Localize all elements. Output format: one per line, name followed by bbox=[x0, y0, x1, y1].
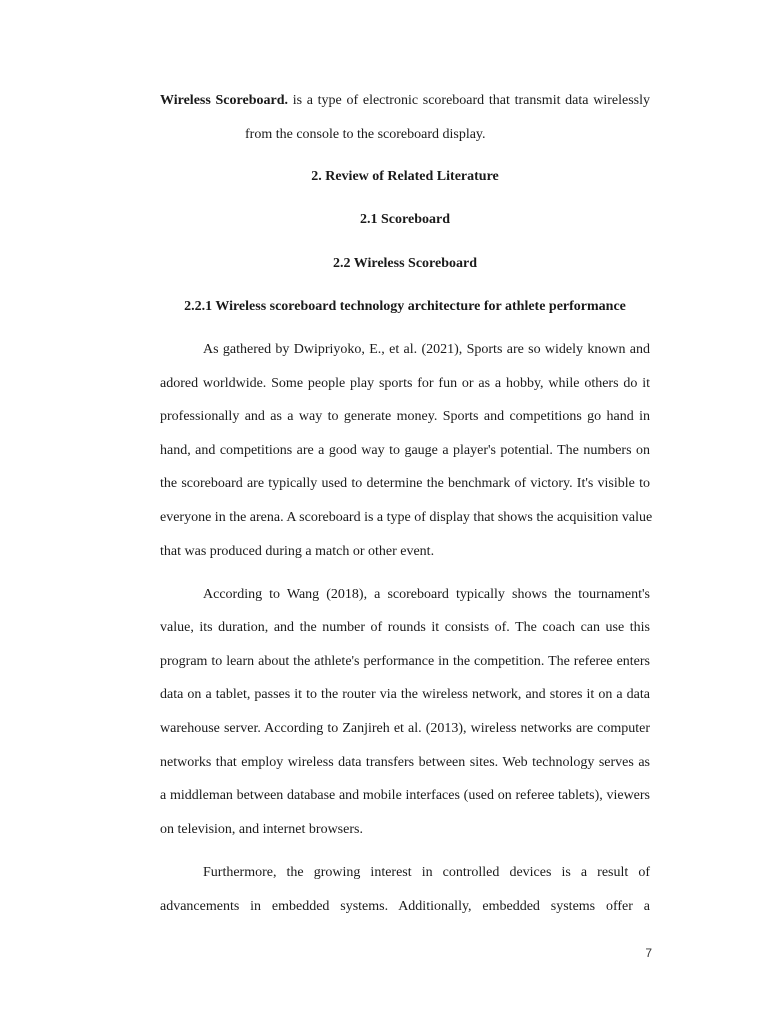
paragraph-line: value, its duration, and the number of rounds it consists of. The coach can use this bbox=[160, 620, 650, 636]
paragraph-line: Furthermore, the growing interest in controlled devices is a result of bbox=[203, 865, 650, 881]
paragraph-wang bbox=[160, 578, 650, 847]
definition-continuation: from the console to the scoreboard display. bbox=[245, 126, 486, 142]
paragraph-line: that was produced during a match or other event. bbox=[160, 543, 435, 559]
paragraph-line: on television, and internet browsers. bbox=[160, 821, 363, 837]
subsection-heading-scoreboard: 2.1 Scoreboard bbox=[360, 212, 450, 228]
subsubsection-heading-architecture: 2.2.1 Wireless scoreboard technology architecture for athlete performance bbox=[184, 298, 626, 314]
paragraph-line: advancements in embedded systems. Additionally, embedded systems offer a bbox=[160, 898, 650, 914]
paragraph-line: networks that employ wireless data transfers between sites. Web technology serves as bbox=[160, 754, 650, 770]
paragraph-line: warehouse server. According to Zanjireh et al. (2013), wireless networks are computer bbox=[160, 721, 650, 737]
paragraph-line: program to learn about the athlete's performance in the competition. The referee enters bbox=[160, 653, 650, 669]
section-heading-review: 2. Review of Related Literature bbox=[311, 169, 499, 185]
paragraph-line: everyone in the arena. A scoreboard is a type of display that shows the acquisition value bbox=[160, 509, 653, 525]
paragraph-line: a middleman between database and mobile interfaces (used on referee tablets), viewers bbox=[160, 788, 650, 804]
paragraph-line: As gathered by Dwipriyoko, E., et al. (2021), Sports are so widely known and bbox=[203, 341, 650, 357]
definition-text: is a type of electronic scoreboard that transmit data wirelessly bbox=[287, 93, 650, 108]
paragraph-dwipriyoko bbox=[160, 333, 653, 568]
subsection-heading-wireless-scoreboard: 2.2 Wireless Scoreboard bbox=[332, 255, 478, 271]
definition-line bbox=[160, 84, 650, 118]
paragraph-line: hand, and competitions are a good way to gauge a player's potential. The numbers on bbox=[160, 442, 650, 458]
page-number: 7 bbox=[645, 946, 652, 960]
paragraph-line: the scoreboard are typically used to determine the benchmark of victory. It's visible to bbox=[160, 476, 650, 492]
paragraph-line: professionally and as a way to generate money. Sports and competitions go hand in bbox=[160, 409, 650, 425]
definition-term: Wireless Scoreboard. bbox=[160, 93, 288, 108]
paragraph-line: data on a tablet, passes it to the router via the wireless network, and stores it on a data bbox=[160, 687, 650, 703]
paragraph-line: According to Wang (2018), a scoreboard typically shows the tournament's bbox=[203, 586, 650, 602]
paragraph-embedded-systems bbox=[160, 856, 650, 923]
document-body bbox=[160, 84, 653, 933]
paragraph-line: adored worldwide. Some people play sports for fun or as a hobby, while others do it bbox=[160, 375, 650, 391]
